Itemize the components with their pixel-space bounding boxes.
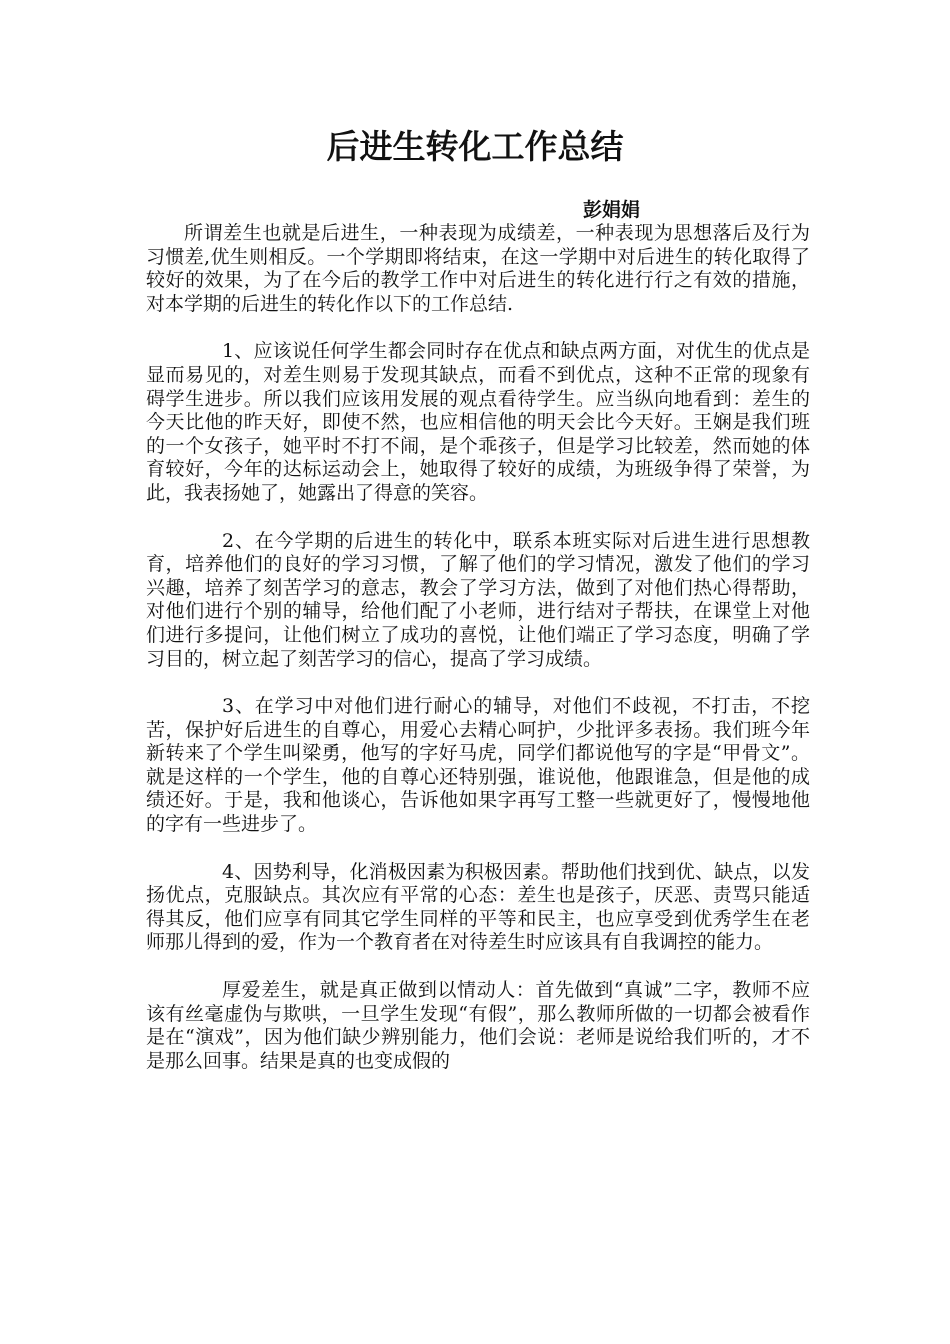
document-body: [146, 222, 810, 1097]
paragraph-1: 1、应该说任何学生都会同时存在优点和缺点两方面，对优生的优点是显而易见的，对差生则易于发现其缺点，而看不到优点，这种不正常的现象有碍学生进步。所以我们应该用发展的观点看待学生。应当纵向地看到：差生的今天比他的昨天好，即使不然，也应相信他的明天会比今天好。王娴是我们班的一个女孩子，她平时不打不闹，是个乖孩子，但是学习比较差，然而她的体育较好，今年的达标运动会上，她取得了较好的成绩，为班级争得了荣誉，为此，我表扬她了，她露出了得意的笑容。: [146, 340, 810, 504]
paragraph-5: 厚爱差生，就是真正做到以情动人：首先做到“真诚”二字，教师不应该有丝毫虚伪与欺哄，一旦学生发现“有假”，那么教师所做的一切都会被看作是在“演戏”，因为他们缺少辨别能力，他们会说：老师是说给我们听的，才不是那么回事。结果是真的也变成假的: [146, 979, 810, 1072]
paragraph-2: 2、在今学期的后进生的转化中，联系本班实际对后进生进行思想教育，培养他们的良好的学习习惯，了解了他们的学习情况，激发了他们的学习兴趣，培养了刻苦学习的意志，教会了学习方法，做到了对他们热心得帮助，对他们进行个别的辅导，给他们配了小老师，进行结对子帮扶，在课堂上对他们进行多提问，让他们树立了成功的喜悦，让他们端正了学习态度，明确了学习目的，树立起了刻苦学习的信心，提高了学习成绩。: [146, 529, 810, 670]
paragraph-3: 3、在学习中对他们进行耐心的辅导，对他们不歧视，不打击，不挖苦，保护好后进生的自尊心，用爱心去精心呵护，少批评多表扬。我们班今年新转来了个学生叫梁勇，他写的字好马虎，同学们都说他写的字是“甲骨文”。就是这样的一个学生，他的自尊心还特别强，谁说他，他跟谁急，但是他的成绩还好。于是，我和他谈心，告诉他如果字再写工整一些就更好了，慢慢地他的字有一些进步了。: [146, 695, 810, 836]
document-title: 后进生转化工作总结: [326, 127, 624, 166]
paragraph-4: 4、因势利导，化消极因素为积极因素。帮助他们找到优、缺点，以发扬优点，克服缺点。其次应有平常的心态：差生也是孩子，厌恶、责骂只能适得其反，他们应享有同其它学生同样的平等和民主，也应享受到优秀学生在老师那儿得到的爱，作为一个教育者在对待差生时应该具有自我调控的能力。: [146, 860, 810, 954]
author-name: 彭娟娟: [583, 199, 641, 221]
paragraph-intro: 所谓差生也就是后进生，一种表现为成绩差，一种表现为思想落后及行为习惯差,优生则相反。一个学期即将结束，在这一学期中对后进生的转化取得了较好的效果，为了在今后的教学工作中对后进生的转化进行行之有效的措施，对本学期的后进生的转化作以下的工作总结.: [146, 222, 810, 315]
